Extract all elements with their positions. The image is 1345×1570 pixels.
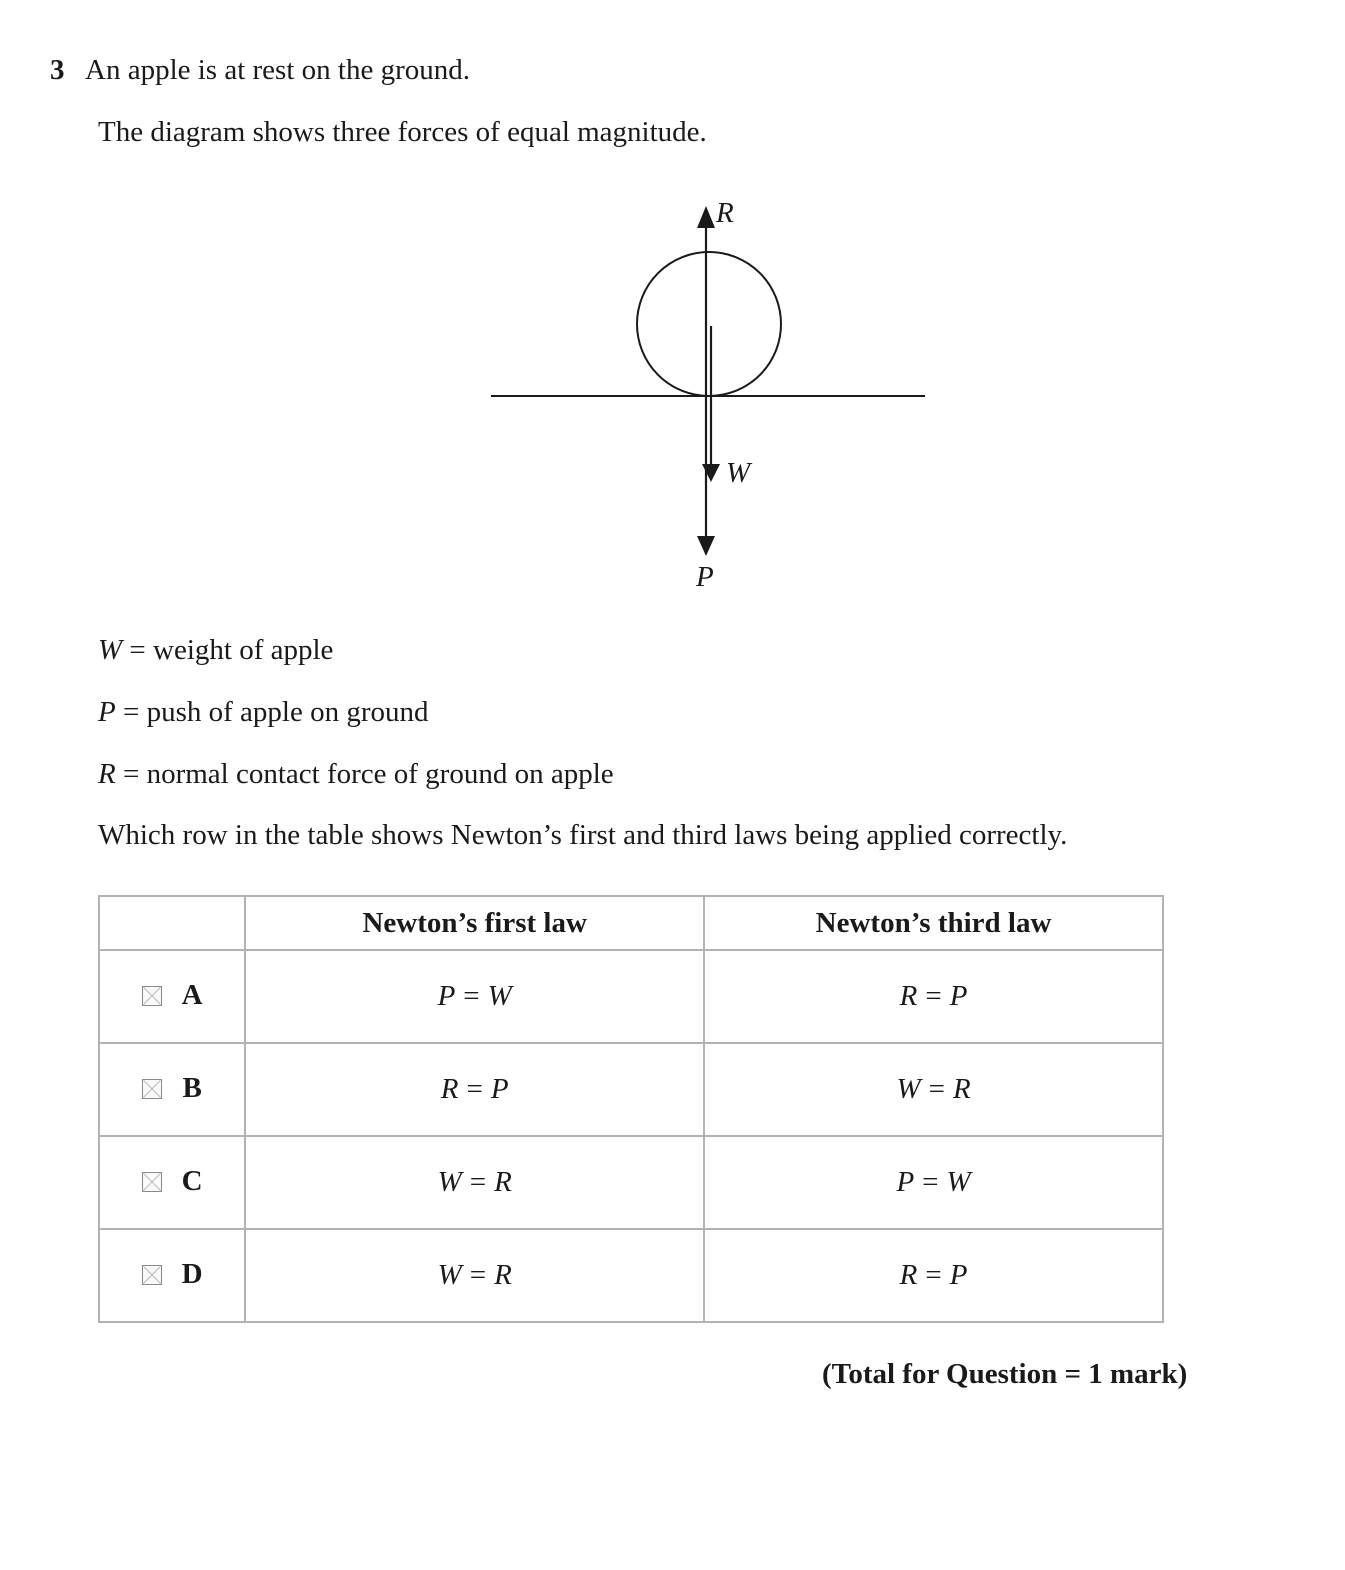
question-number: 3 [50,54,65,86]
definition-symbol: W [98,634,123,666]
definition-text: push of apple on ground [146,696,429,728]
apple-circle [637,252,781,396]
header-empty [99,896,245,950]
definition-equals: = [129,634,146,666]
force-r-arrowhead [697,206,715,228]
option-cell[interactable] [99,1043,245,1136]
header-third-law: Newton’s third law [704,896,1163,950]
checkbox-icon[interactable] [142,1079,162,1099]
first-law-cell: R = P [245,1043,704,1136]
force-p-arrowhead [697,536,715,556]
definition-symbol: R [98,758,116,790]
question-prompt: Which row in the table shows Newton’s first and third laws being applied correctly. [98,819,1068,851]
option-letter: D [181,1258,203,1291]
third-law-cell: P = W [704,1136,1163,1229]
definition-text: normal contact force of ground on apple [146,758,614,790]
option-letter: B [182,1072,202,1105]
table-row [99,1136,1163,1229]
first-law-cell: W = R [245,1229,704,1322]
question-stem: An apple is at rest on the ground. [85,54,470,86]
answer-table [98,895,1164,1323]
third-law-cell: W = R [704,1043,1163,1136]
table-header-row [99,896,1163,950]
third-law-cell: R = P [704,950,1163,1043]
label-p: P [696,561,714,590]
first-law-cell: W = R [245,1136,704,1229]
checkbox-icon[interactable] [142,986,162,1006]
option-cell[interactable] [99,1136,245,1229]
option-cell[interactable] [99,950,245,1043]
definition-r [98,758,614,791]
label-r: R [716,197,734,229]
label-w: W [726,457,751,489]
header-first-law: Newton’s first law [245,896,704,950]
definition-symbol: P [98,696,116,728]
option-cell[interactable] [99,1229,245,1322]
option-letter: A [181,979,203,1012]
definition-w [98,634,333,667]
definition-equals: = [122,696,140,728]
definition-text: weight of apple [153,634,334,666]
table-row [99,950,1163,1043]
checkbox-icon[interactable] [142,1172,162,1192]
question-intro: The diagram shows three forces of equal magnitude. [98,116,707,148]
option-letter: C [181,1165,203,1198]
definition-p [98,696,428,729]
force-diagram [480,190,940,590]
checkbox-icon[interactable] [142,1265,162,1285]
table-row [99,1229,1163,1322]
third-law-cell: R = P [704,1229,1163,1322]
first-law-cell: P = W [245,950,704,1043]
table-row [99,1043,1163,1136]
definition-equals: = [122,758,140,790]
total-marks: (Total for Question = 1 mark) [822,1358,1188,1390]
force-w-arrowhead [702,464,720,482]
